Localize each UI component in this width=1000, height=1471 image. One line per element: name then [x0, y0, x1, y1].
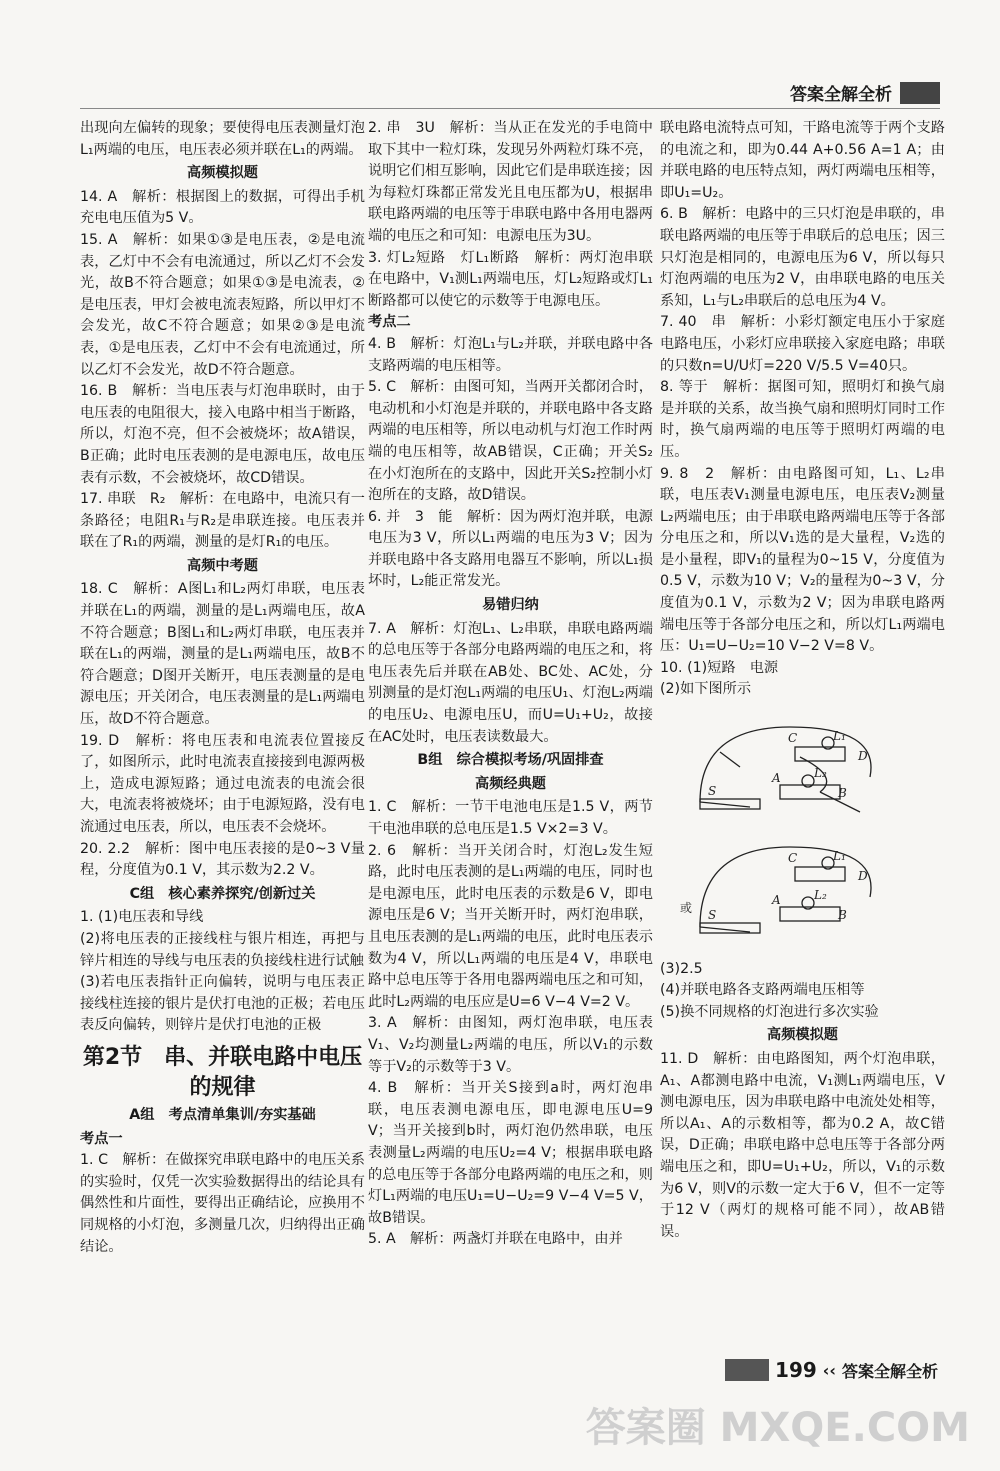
answer-c1-1: 1. (1)电压表和导线 [80, 909, 204, 926]
diagram-label: L₂ [814, 766, 827, 781]
diagram-label: L₂ [814, 888, 827, 903]
column-right [660, 118, 945, 1243]
diagram-label: L₁ [833, 729, 846, 744]
section-heading: 高频模拟题 [767, 1027, 838, 1044]
answer-b2: 2. 6 解析：当开关闭合时，灯泡L₂发生短路，此时电压表测的是L₁两端的电压，同时也是电源电压，此时电压表的示数是6 V，即电源电压是6 V；当开关断开时，两灯泡串联，且电压表测的是L₁两端的电压，此时电压表示数为4 V，所以L₁两端的电压是4 V，串联电路中总电压等于各用电器两端电压之和可知，此时L₂两端的电压应是U=6 V−4 V=2 V。 [368, 842, 653, 1010]
section-heading: 高频经典题 [475, 775, 546, 792]
page-number: 199 [775, 1358, 817, 1382]
answer-c1-3: (3)若电压表指针正向偏转，说明与电压表正接线柱连接的银片是伏打电池的正极；若电压表反向偏转，则锌片是伏打电池的正极 [80, 974, 365, 1034]
answer-19: 19. D 解析：将电压表和电流表位置接反了，如图所示，此时电流表直接接到电源两极上，造成电源短路；通过电流表的电流会很大，电流表将被烧坏；由于电源短路，没有电流通过电压表，所以，电压表不会烧坏。 [80, 732, 365, 835]
answer-b5: 5. A 解析：两盏灯并联在电路中，由并 [368, 1231, 623, 1248]
answer-14: 14. A 解析：根据图上的数据，可得出手机充电电压值为5 V。 [80, 188, 365, 227]
answer-b9: 9. 8 2 解析：由电路图可知，L₁、L₂串联，电压表V₁测量电源电压，电压表V₂测量L₂两端电压；由于串联电路两端电压等于各部分电压之和，所以V₁选的是大量程，V₂选的是小量程，即V₁的量程为0~15 V，分度值为0.5 V，示数为10 V；V₂的量程为0~3 V，分度值为0.1 V，示数为2 V；因为串联电路两端电压等于各部分电压之和，所以灯L₁两端电压：U₁=U−U₂=10 V−2 V=8 V。 [660, 465, 945, 655]
answer-20: 20. 2.2 解析：图中电压表接的是0~3 V量程，分度值为0.1 V，其示数为2.2 V。 [80, 840, 365, 879]
section-heading: 高频中考题 [187, 557, 258, 574]
answer-17: 17. 串联 R₂ 解析：在电路中，电流只有一条路径；电阻R₁与R₂是串联连接。电压表并联在了R₁的两端，测量的是灯R₁的电压。 [80, 491, 365, 551]
header-bar [900, 82, 940, 104]
column-middle [368, 118, 653, 1251]
answer-c1-2: (2)将电压表的正接线柱与银片相连，再把与锌片相连的导线与电压表的负接线柱进行试触 [80, 930, 365, 969]
diagram-label: A [772, 893, 781, 908]
answer-b6: 6. B 解析：电路中的三只灯泡是串联的，串联电路两端的电压等于串联后的总电压；因三只灯泡是相同的，电源电压为6 V，所以每只灯泡两端的电压为2 V，由串联电路的电压关系知，L₁与L₂串联后的总电压为4 V。 [660, 206, 945, 309]
answer-16: 16. B 解析：当电压表与灯泡串联时，由于电压表的电阻很大，接入电路中相当于断路，所以，灯泡不亮，但不会被烧坏；故A错误，B正确；此时电压表测的是电源电压，故电压表有示数，不会被烧坏，故CD错误。 [80, 383, 365, 486]
diagram-label: A [772, 771, 781, 786]
answer-b10-3: (3)2.5 [660, 960, 703, 977]
answer-s2-2: 2. 串 3U 解析：当从正在发光的手电筒中取下其中一粒灯珠，发现另外两粒灯珠不亮，说明它们相互影响，因此它们是串联连接；因为每粒灯珠都正常发光且电压都为U，根据串联电路两端的电压等于串联电路中各用电器两端的电压之和可知：电源电压为3U。 [368, 120, 653, 244]
answer-b5-cont: 联电路电流特点可知，干路电流等于两个支路的电流之和，即为0.44 A+0.56 A=1 A；由并联电路的电压特点知，两灯两端电压相等，即U₁=U₂。 [660, 120, 945, 201]
circuit-diagram [680, 707, 920, 947]
diagram-label: B [838, 786, 847, 801]
group-heading: B组 综合模拟考场/巩固排查 [417, 752, 604, 769]
answer-s2-6: 6. 并 3 能 解析：因为两灯泡并联，电源电压为3 V，所以L₁两端的电压为3 V；因为并联电路中各支路用电器互不影响，所以L₁损坏时，L₂能正常发光。 [368, 508, 653, 590]
diagram-label: B [838, 908, 847, 923]
answer-b10-2: (2)如下图所示 [660, 681, 752, 698]
answer-b4: 4. B 解析：当开关S接到a时，两灯泡串联，电压表测电源电压，即电源电压U=9 V；当开关接到b时，两灯泡仍然串联，电压表测量L₂两端的电压U₂=4 V；根据串联电路的总电压等于各部分电路两端的电压之和，则灯L₁两端的电压U₁=U−U₂=9 V−4 V=5 V，故B错误。 [368, 1080, 653, 1226]
header-title: 答案全解全析 [790, 85, 892, 105]
section-heading: 易错归纳 [482, 597, 539, 614]
answer-b1: 1. C 解析：一节干电池电压是1.5 V，两节干电池串联的总电压是1.5 V×2=3 V。 [368, 799, 653, 837]
topic-label: 考点二 [368, 314, 411, 331]
diagram-label: 或 [680, 901, 693, 916]
answer-b7: 7. 40 串 解析：小彩灯额定电压小于家庭电路电压，小彩灯应串联接入家庭电路；串联的只数n=U/U灯=220 V/5.5 V=40只。 [660, 314, 945, 374]
diagram-label: D [858, 749, 868, 764]
page-header [790, 80, 940, 105]
group-heading: C组 核心素养探究/创新过关 [129, 885, 316, 902]
answer-s2-5: 5. C 解析：由图可知，当两开关都闭合时，电动机和小灯泡是并联的，并联电路中各支路两端的电压相等，所以电动机与灯泡工作时两端的电压相等，故AB错误，C正确；开关S₂在小灯泡所在的支路中，因此开关S₂控制小灯泡所在的支路，故D错误。 [368, 379, 653, 504]
header-divider [80, 108, 940, 109]
diagram-label: C [788, 731, 798, 746]
answer-b3: 3. A 解析：由图知，两灯泡串联，电压表V₁、V₂均测量L₂两端的电压，所以V₁的示数等于V₂的示数等于3 V。 [368, 1015, 653, 1075]
answer-b11: 11. D 解析：由电路图知，两个灯泡串联，A₁、A都测电路中电流，V₁测L₁两端电压，V测电源电压，因为串联电路中电流处处相等，所以A₁、A的示数相等，都为0.2 A，故C错误，D正确；串联电路中总电压等于各部分两端电压之和，即U=U₁+U₂，所以，V₁的示数为6 V，则V的示数一定大于6 V，但不一定等于12 V（两灯的规格可能不同），故AB错误。 [660, 1051, 945, 1240]
answer-15: 15. A 解析：如果①③是电压表，②是电流表，乙灯中不会有电流通过，所以乙灯不会发光，故B不符合题意；如果①③是电流表，②是电压表，甲灯会被电流表短路，所以甲灯不会发光，故C不符合题意；如果②③是电流表，①是电压表，乙灯中不会有电流通过，所以乙灯不会发光，故D不符合题意。 [80, 231, 365, 378]
diagram-label: S [708, 908, 717, 923]
answer-s2-1: 1. C 解析：在做探究串联电路中的电压关系的实验时，仅凭一次实验数据得出的结论具有偶然性和片面性，要得出正确结论，应换用不同规格的小灯泡，多测量几次，归纳得出正确结论。 [80, 1152, 365, 1255]
topic-label: 考点一 [80, 1130, 123, 1147]
diagram-label: C [788, 851, 798, 866]
watermark: 答案圈 MXQE.COM [585, 1405, 970, 1451]
footer-title: 答案全解全析 [841, 1361, 938, 1381]
answer-18: 18. C 解析：A图L₁和L₂两灯串联，电压表并联在L₁的两端，测量的是L₁两端电压，故A不符合题意；B图L₁和L₂两灯串联，电压表并联在L₁的两端，测量的是L₁两端电压，故B不符合题意；D图开关断开，电压表测量的是电源电压；开关闭合，电压表测量的是L₁两端电压，故D不符合题意。 [80, 581, 365, 728]
answer-s2-4: 4. B 解析：灯泡L₁与L₂并联，并联电路中各支路两端的电压相等。 [368, 335, 653, 374]
answer-b10-1: 10. (1)短路 电源 [660, 659, 779, 676]
answer-b10-5: (5)换不同规格的灯泡进行多次实验 [660, 1003, 879, 1020]
answer-b8: 8. 等于 解析：据图可知，照明灯和换气扇是并联的关系，故当换气扇和照明灯同时工作时，换气扇两端的电压等于照明灯两端的电压。 [660, 379, 945, 460]
answer-b10-4: (4)并联电路各支路两端电压相等 [660, 982, 865, 999]
page-footer [725, 1358, 938, 1382]
diagram-label: L₁ [833, 849, 846, 864]
diagram-label: D [858, 869, 868, 884]
column-left [80, 118, 365, 1258]
section-title: 第2节 串、并联电路中电压的规律 [82, 1044, 363, 1100]
group-heading: A组 考点清单集训/夯实基础 [129, 1106, 316, 1123]
section-heading: 高频模拟题 [187, 165, 258, 182]
diagram-label: S [708, 784, 717, 799]
footer-bar [725, 1359, 769, 1381]
answer-text: 出现向左偏转的现象；要使得电压表测量灯泡L₁两端的电压，电压表必须并联在L₁的两端。 [80, 120, 365, 158]
answer-s2-7: 7. A 解析：灯泡L₁、L₂串联，串联电路两端的总电压等于各部分电路两端的电压之和，将电压表先后并联在AB处、BC处、AC处，分别测量的是灯泡L₁两端的电压U₁、灯泡L₂两端的电压U₂、电源电压U，而U=U₁+U₂，故接在AC处时，电压表读数最大。 [368, 620, 653, 745]
answer-s2-3: 3. 灯L₂短路 灯L₁断路 解析：两灯泡串联在电路中，V₁测L₁两端电压，灯L₂短路或灯L₁断路都可以使它的示数等于电源电压。 [368, 249, 653, 309]
chevron-left-icon: ‹‹ [822, 1360, 836, 1380]
